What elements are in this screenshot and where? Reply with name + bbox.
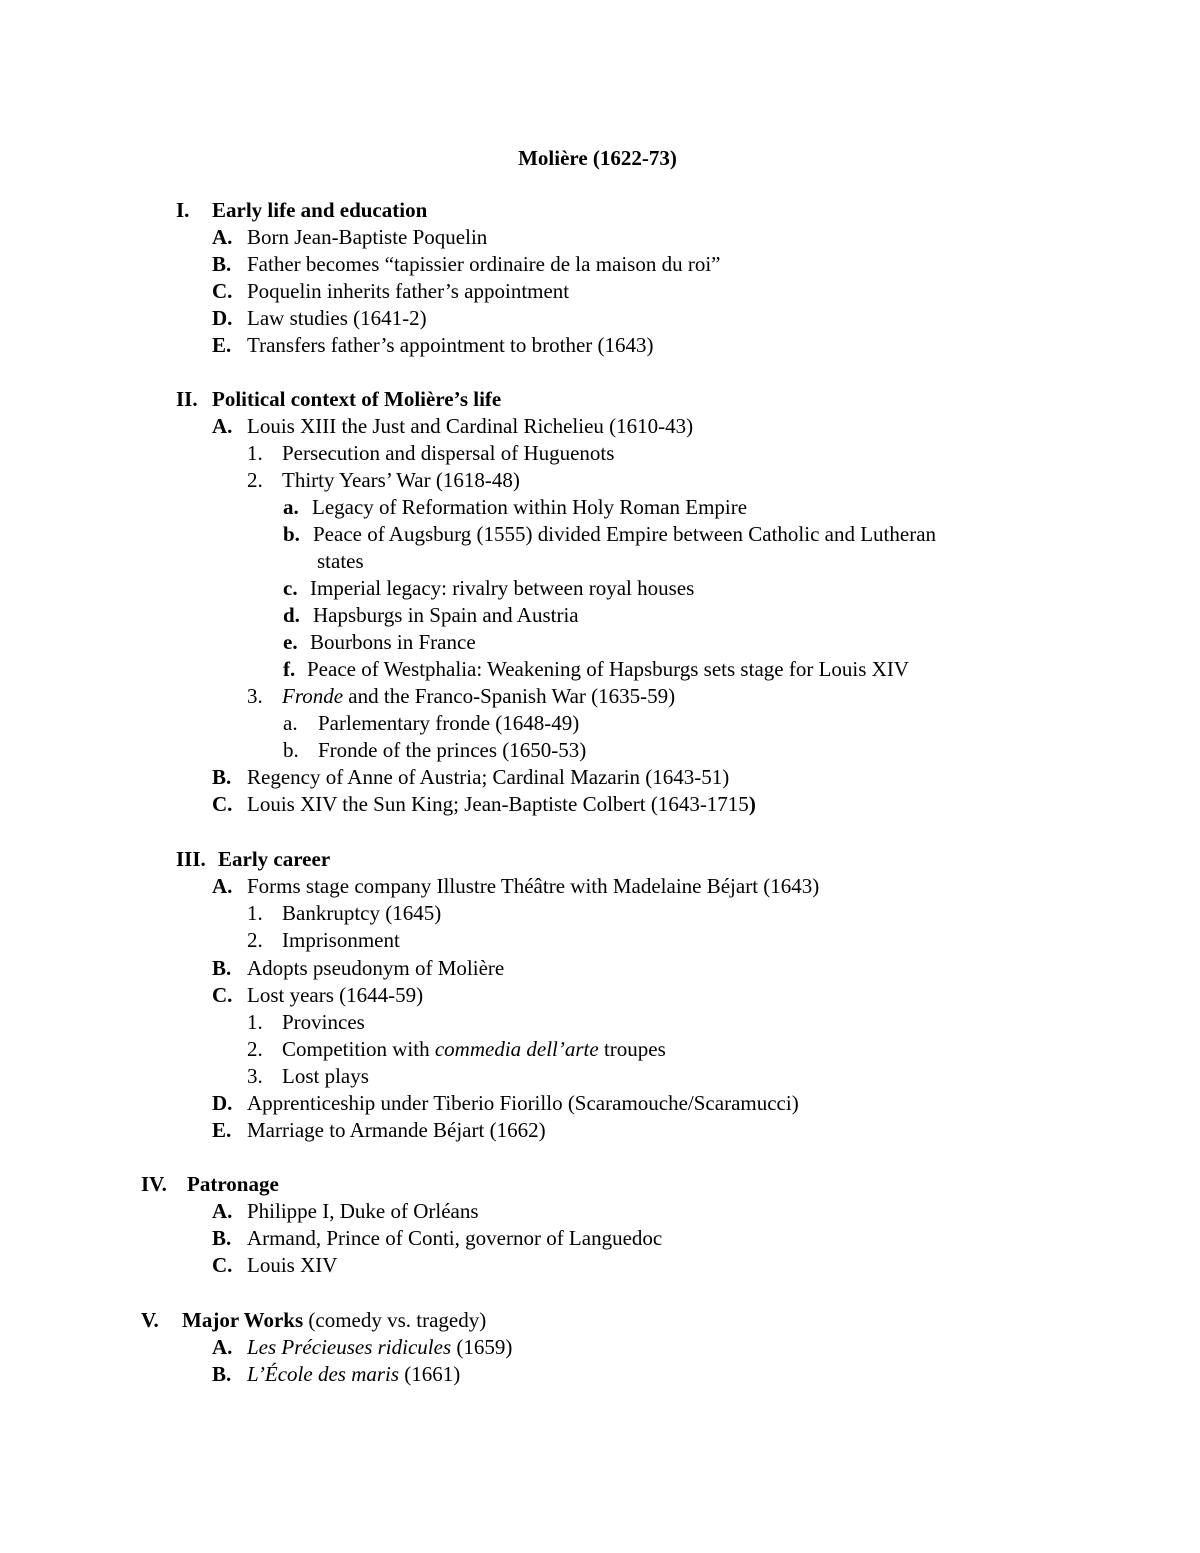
item-text: Law studies (1641-2) bbox=[247, 306, 427, 330]
outline-item bbox=[212, 955, 504, 982]
item-text: Born Jean-Baptiste Poquelin bbox=[247, 225, 488, 249]
item-text: Adopts pseudonym of Molière bbox=[247, 956, 505, 980]
item-label: C. bbox=[212, 279, 233, 303]
outline-subitem bbox=[247, 1063, 369, 1090]
item-label: A. bbox=[212, 1199, 233, 1223]
item-text-italic: Fronde bbox=[282, 684, 344, 708]
item-text-tail: ) bbox=[748, 792, 756, 816]
outline-item bbox=[212, 332, 654, 359]
item-text: Thirty Years’ War (1618-48) bbox=[282, 468, 520, 492]
item-label: C. bbox=[212, 1253, 233, 1277]
outline-item bbox=[212, 1361, 460, 1388]
item-text: (1661) bbox=[399, 1362, 461, 1386]
section-title: Early career bbox=[218, 847, 331, 871]
item-label: 2. bbox=[247, 1037, 263, 1061]
item-label: b. bbox=[283, 738, 299, 762]
item-text: Louis XIII the Just and Cardinal Richelieu (1610-43) bbox=[247, 414, 694, 438]
outline-subitem bbox=[247, 900, 441, 927]
item-text: Bourbons in France bbox=[310, 630, 476, 654]
item-label: A. bbox=[212, 1335, 233, 1359]
item-label: A. bbox=[212, 225, 233, 249]
item-label: f. bbox=[283, 657, 296, 681]
outline-subitem bbox=[247, 927, 400, 954]
outline-item bbox=[212, 1117, 546, 1144]
outline-item bbox=[212, 1198, 479, 1225]
item-text: Persecution and dispersal of Huguenots bbox=[282, 441, 615, 465]
item-label: A. bbox=[212, 414, 233, 438]
item-label: a. bbox=[283, 495, 299, 519]
item-text: Louis XIV bbox=[247, 1253, 338, 1277]
item-label: 1. bbox=[247, 901, 263, 925]
item-label: 2. bbox=[247, 468, 263, 492]
section-title: Early life and education bbox=[212, 198, 428, 222]
outline-item bbox=[212, 982, 423, 1009]
item-text: Lost plays bbox=[282, 1064, 369, 1088]
item-label: e. bbox=[283, 630, 298, 654]
item-text: (1659) bbox=[451, 1335, 513, 1359]
section-title: Patronage bbox=[187, 1172, 279, 1196]
item-text: Peace of Augsburg (1555) divided Empire between Catholic and Lutheran bbox=[313, 522, 937, 546]
section-title: Political context of Molière’s life bbox=[212, 387, 502, 411]
item-text: Competition with bbox=[282, 1037, 435, 1061]
section-heading bbox=[176, 846, 330, 873]
item-label: B. bbox=[212, 1362, 232, 1386]
item-label: C. bbox=[212, 792, 233, 816]
outline-subsubitem bbox=[283, 602, 579, 629]
outline-subitem bbox=[247, 440, 614, 467]
section-numeral: II. bbox=[176, 387, 198, 411]
outline-subitem bbox=[247, 1036, 666, 1063]
section-heading bbox=[176, 386, 501, 413]
item-text: Armand, Prince of Conti, governor of Languedoc bbox=[247, 1226, 663, 1250]
outline-item bbox=[212, 413, 693, 440]
item-text-tail: troupes bbox=[598, 1037, 666, 1061]
item-text: Provinces bbox=[282, 1010, 365, 1034]
outline-item bbox=[212, 1225, 662, 1252]
item-text-italic: Les Précieuses ridicules bbox=[247, 1335, 452, 1359]
item-label: E. bbox=[212, 333, 232, 357]
section-heading bbox=[141, 1171, 279, 1198]
outline-item bbox=[212, 251, 721, 278]
item-text: Louis XIV the Sun King; Jean-Baptiste Colbert (1643-1715 bbox=[247, 792, 749, 816]
item-text: Apprenticeship under Tiberio Fiorillo (Scaramouche/Scaramucci) bbox=[247, 1091, 799, 1115]
item-text: Philippe I, Duke of Orléans bbox=[247, 1199, 479, 1223]
item-text: Fronde of the princes (1650-53) bbox=[318, 738, 587, 762]
item-text: Transfers father’s appointment to brother (1643) bbox=[247, 333, 654, 357]
item-text: Peace of Westphalia: Weakening of Hapsburgs sets stage for Louis XIV bbox=[307, 657, 909, 681]
item-label: D. bbox=[212, 306, 233, 330]
outline-item bbox=[212, 1252, 337, 1279]
item-text: Hapsburgs in Spain and Austria bbox=[313, 603, 579, 627]
outline-subitem bbox=[247, 683, 675, 710]
outline-subsubitem bbox=[283, 710, 579, 737]
item-text: Lost years (1644-59) bbox=[247, 983, 424, 1007]
outline-subsubitem bbox=[283, 521, 936, 548]
item-label: a. bbox=[283, 711, 298, 735]
item-text: Parlementary fronde (1648-49) bbox=[318, 711, 580, 735]
section-title: Major Works bbox=[182, 1308, 304, 1332]
outline-subsubitem bbox=[283, 575, 694, 602]
outline-item bbox=[212, 873, 819, 900]
section-heading bbox=[176, 197, 427, 224]
outline-subsubitem bbox=[283, 494, 747, 521]
item-label: 3. bbox=[247, 1064, 263, 1088]
outline-item bbox=[212, 791, 756, 818]
outline-item bbox=[212, 278, 569, 305]
item-label: B. bbox=[212, 956, 232, 980]
outline-item bbox=[212, 1090, 799, 1117]
item-label: B. bbox=[212, 765, 232, 789]
item-text-italic: commedia dell’arte bbox=[434, 1037, 599, 1061]
section-numeral: III. bbox=[176, 847, 206, 871]
section-title-tail: (comedy vs. tragedy) bbox=[303, 1308, 487, 1332]
outline-item bbox=[212, 305, 427, 332]
item-label: c. bbox=[283, 576, 298, 600]
item-text-italic: L’École des maris bbox=[247, 1362, 400, 1386]
item-text: Legacy of Reformation within Holy Roman Empire bbox=[312, 495, 748, 519]
item-label: 1. bbox=[247, 1010, 263, 1034]
item-text: Marriage to Armande Béjart (1662) bbox=[247, 1118, 546, 1142]
outline-continuation: states bbox=[317, 549, 364, 573]
section-numeral: V. bbox=[141, 1308, 159, 1332]
item-label: E. bbox=[212, 1118, 232, 1142]
item-label: A. bbox=[212, 874, 233, 898]
item-text: Imperial legacy: rivalry between royal houses bbox=[310, 576, 695, 600]
item-label: D. bbox=[212, 1091, 233, 1115]
item-label: 2. bbox=[247, 928, 263, 952]
outline-subsubitem bbox=[283, 737, 586, 764]
item-label: 3. bbox=[247, 684, 263, 708]
item-text: Regency of Anne of Austria; Cardinal Mazarin (1643-51) bbox=[247, 765, 730, 789]
item-text: Bankruptcy (1645) bbox=[282, 901, 442, 925]
outline-subsubitem bbox=[283, 629, 476, 656]
section-numeral: I. bbox=[176, 198, 190, 222]
outline-item bbox=[212, 1334, 512, 1361]
item-label: B. bbox=[212, 1226, 232, 1250]
item-label: d. bbox=[283, 603, 300, 627]
item-text: Imprisonment bbox=[282, 928, 400, 952]
outline-item bbox=[212, 224, 487, 251]
section-numeral: IV. bbox=[141, 1172, 167, 1196]
outline-subitem bbox=[247, 467, 520, 494]
item-label: B. bbox=[212, 252, 232, 276]
item-text: Poquelin inherits father’s appointment bbox=[247, 279, 570, 303]
outline-subsubitem bbox=[283, 656, 909, 683]
outline-item bbox=[212, 764, 729, 791]
item-label: C. bbox=[212, 983, 233, 1007]
outline-subitem bbox=[247, 1009, 365, 1036]
page-title: Molière (1622-73) bbox=[518, 146, 677, 170]
item-label: b. bbox=[283, 522, 300, 546]
item-label: 1. bbox=[247, 441, 263, 465]
item-text: Father becomes “tapissier ordinaire de la maison du roi” bbox=[247, 252, 721, 276]
item-text: Forms stage company Illustre Théâtre with Madelaine Béjart (1643) bbox=[247, 874, 820, 898]
item-text: and the Franco-Spanish War (1635-59) bbox=[343, 684, 676, 708]
section-heading bbox=[141, 1307, 486, 1334]
